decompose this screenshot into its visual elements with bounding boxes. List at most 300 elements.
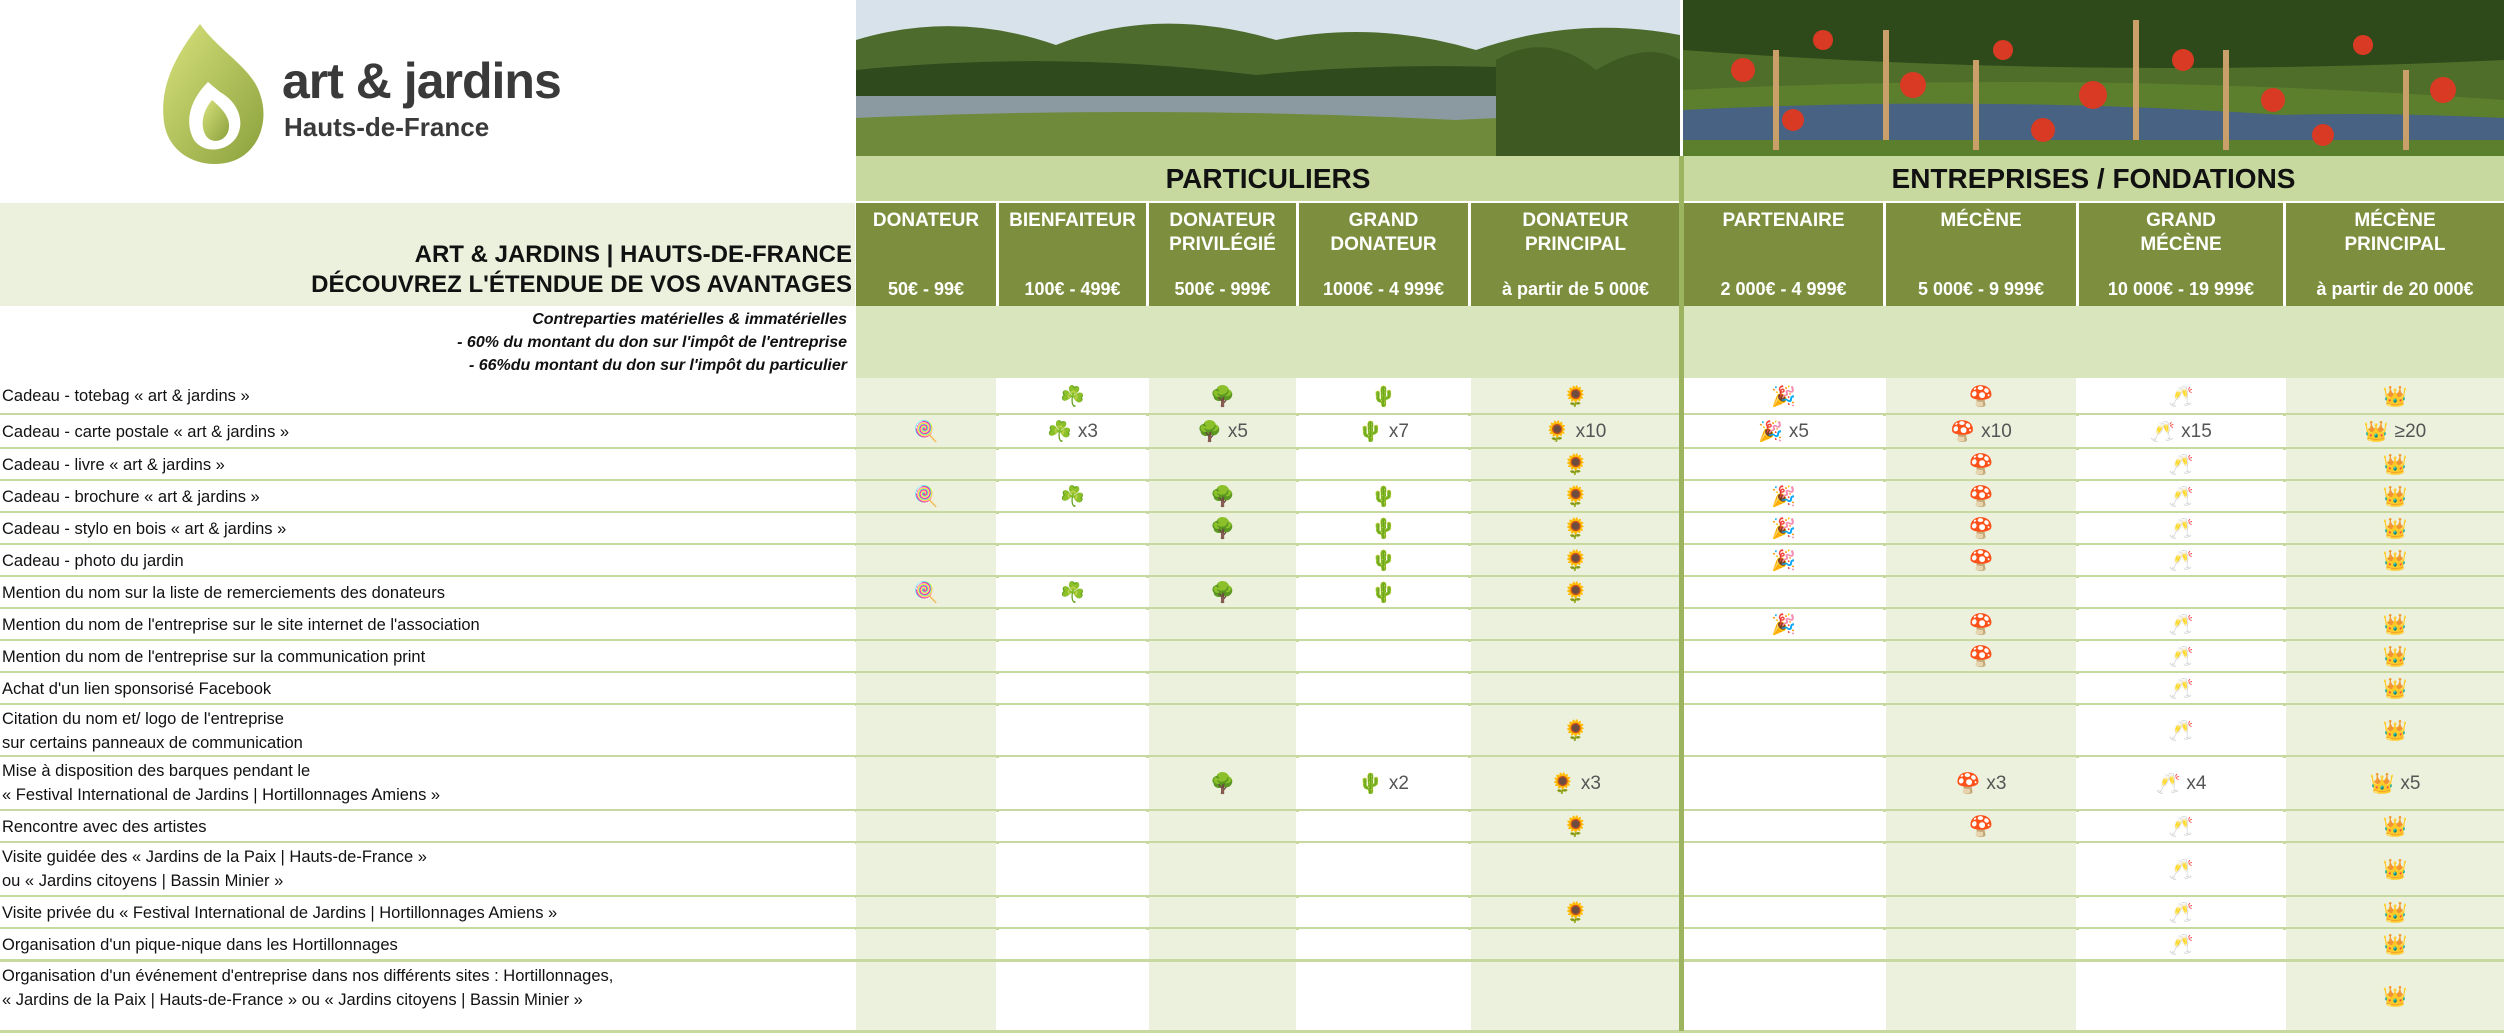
row-label: sur certains panneaux de communication xyxy=(2,734,303,752)
champagne-icon: 🥂 xyxy=(2168,934,2194,956)
benefit-cell xyxy=(2286,545,2504,576)
row-label-cell xyxy=(0,577,855,608)
benefit-cell xyxy=(1149,481,1296,512)
lollipop-icon: 🍭 xyxy=(913,582,939,604)
sunflower-icon: 🌻 xyxy=(1563,518,1588,540)
benefit-cell xyxy=(1149,811,1296,842)
tree-icon: 🌳 xyxy=(1197,421,1222,443)
tier-header xyxy=(1299,203,1468,306)
intro-band xyxy=(0,203,855,306)
tier-header xyxy=(1684,203,1883,306)
benefit-cell xyxy=(1149,897,1296,928)
benefit-cell xyxy=(2286,705,2504,756)
contrep-band-entreprises xyxy=(1683,306,2504,378)
benefit-cell xyxy=(1886,609,2076,640)
row-label-cell xyxy=(0,929,855,960)
mushroom-icon: 🍄 xyxy=(1968,816,1994,838)
benefit-cell xyxy=(1471,378,1680,414)
benefit-cell xyxy=(1684,449,1883,480)
row-label-cell xyxy=(0,481,855,512)
row-label-cell xyxy=(0,449,855,480)
benefit-cell xyxy=(2079,705,2283,756)
row-label: Mention du nom de l'entreprise sur le site internet de l'association xyxy=(2,615,480,634)
benefit-cell xyxy=(1684,757,1883,810)
benefit-cell xyxy=(1471,929,1680,960)
champagne-icon: 🥂 xyxy=(2168,816,2194,838)
benefit-cell xyxy=(1299,577,1468,608)
mushroom-icon: 🍄 xyxy=(1968,646,1994,668)
row-label: « Festival International de Jardins | Hortillonnages Amiens » xyxy=(2,786,441,804)
benefit-cell xyxy=(1886,577,2076,608)
row-label-cell xyxy=(0,962,855,1031)
benefit-cell xyxy=(856,843,996,896)
champagne-icon: 🥂 xyxy=(2168,486,2194,508)
champagne-icon: 🥂 xyxy=(2168,902,2194,924)
row-label-cell xyxy=(0,545,855,576)
row-label: ou « Jardins citoyens | Bassin Minier » xyxy=(2,872,284,890)
benefit-cell xyxy=(1684,415,1883,448)
tier-header xyxy=(2286,203,2504,306)
benefit-cell xyxy=(856,811,996,842)
tier-price: 10 000€ - 19 999€ xyxy=(2107,279,2255,299)
logo-area xyxy=(0,0,855,203)
benefit-cell xyxy=(999,481,1146,512)
benefit-quantity: x5 xyxy=(1227,420,1248,442)
benefit-cell xyxy=(2286,897,2504,928)
benefit-cell xyxy=(2286,513,2504,544)
champagne-icon: 🥂 xyxy=(2150,421,2176,443)
clover-icon: ☘️ xyxy=(1060,486,1085,508)
row-label: Organisation d'un pique-nique dans les Hortillonnages xyxy=(2,935,398,954)
benefit-quantity: x15 xyxy=(2181,420,2212,442)
row-label: Cadeau - carte postale « art & jardins » xyxy=(2,422,290,441)
lollipop-icon: 🍭 xyxy=(913,421,939,443)
tier-name-line: MÉCÈNE xyxy=(2354,210,2436,231)
tier-name xyxy=(1684,209,1883,233)
row-label: Cadeau - stylo en bois « art & jardins » xyxy=(2,519,287,538)
contreparties-title: Contreparties matérielles & immatérielles xyxy=(532,311,847,328)
benefit-cell xyxy=(1149,513,1296,544)
benefit-cell xyxy=(1149,545,1296,576)
benefit-cell xyxy=(2286,609,2504,640)
benefit-cell xyxy=(1471,545,1680,576)
benefit-cell xyxy=(2286,378,2504,414)
sunflower-icon: 🌻 xyxy=(1563,454,1588,476)
benefit-cell xyxy=(1471,641,1680,672)
clover-icon: ☘️ xyxy=(1060,385,1085,408)
crown-icon: 👑 xyxy=(2382,614,2408,636)
crown-icon: 👑 xyxy=(2382,720,2408,742)
contreparties-note-entreprise: - 60% du montant du don sur l'impôt de l'entreprise xyxy=(457,334,847,351)
row-label: Visite guidée des « Jardins de la Paix | Hauts-de-France » xyxy=(2,848,427,866)
champagne-icon: 🥂 xyxy=(2168,550,2194,572)
cactus-icon: 🌵 xyxy=(1371,385,1396,408)
sunflower-icon: 🌻 xyxy=(1563,902,1588,924)
crown-icon: 👑 xyxy=(2382,859,2408,881)
benefit-cell xyxy=(1684,378,1883,414)
benefit-cell xyxy=(1149,577,1296,608)
benefit-cell xyxy=(2079,811,2283,842)
row-label: Mention du nom de l'entreprise sur la communication print xyxy=(2,647,426,666)
row-label: Citation du nom et/ logo de l'entreprise xyxy=(2,710,284,728)
benefit-cell xyxy=(1684,513,1883,544)
benefit-cell xyxy=(1471,609,1680,640)
benefit-cell xyxy=(1684,481,1883,512)
crown-icon: 👑 xyxy=(2382,385,2408,408)
garden-photo-pond xyxy=(856,0,1680,156)
row-label-cell xyxy=(0,378,855,414)
benefit-cell xyxy=(1886,811,2076,842)
benefit-cell xyxy=(999,415,1146,448)
crown-icon: 👑 xyxy=(2382,902,2408,924)
group-particuliers: PARTICULIERS xyxy=(856,156,1680,201)
benefit-cell xyxy=(1299,929,1468,960)
benefit-cell xyxy=(856,641,996,672)
benefit-quantity: x5 xyxy=(1788,420,1809,442)
sunflower-icon: 🌻 xyxy=(1563,720,1588,742)
row-label-cell xyxy=(0,513,855,544)
benefit-quantity: x10 xyxy=(1575,420,1607,442)
sunflower-icon: 🌻 xyxy=(1550,773,1575,795)
cactus-icon: 🌵 xyxy=(1371,486,1396,508)
sunflower-icon: 🌻 xyxy=(1563,550,1588,572)
tier-name-line: GRAND xyxy=(2146,210,2216,231)
benefit-cell xyxy=(1886,545,2076,576)
benefit-cell xyxy=(1684,811,1883,842)
benefit-cell xyxy=(2286,673,2504,704)
row-label: Visite privée du « Festival International de Jardins | Hortillonnages Amiens » xyxy=(2,903,558,922)
benefit-cell xyxy=(1149,929,1296,960)
party-popper-icon: 🎉 xyxy=(1771,486,1796,508)
cactus-icon: 🌵 xyxy=(1358,421,1383,443)
benefit-cell xyxy=(1299,757,1468,810)
benefit-cell xyxy=(999,449,1146,480)
benefit-cell xyxy=(999,757,1146,810)
tier-name xyxy=(1299,209,1468,257)
benefit-cell xyxy=(2286,577,2504,608)
benefit-cell xyxy=(1684,705,1883,756)
crown-icon: 👑 xyxy=(2363,421,2389,443)
benefit-cell xyxy=(1149,449,1296,480)
row-label: Achat d'un lien sponsorisé Facebook xyxy=(2,679,272,698)
cactus-icon: 🌵 xyxy=(1371,550,1396,572)
benefit-cell xyxy=(999,513,1146,544)
benefit-quantity: x10 xyxy=(1981,420,2012,442)
benefit-cell xyxy=(2079,929,2283,960)
benefit-cell xyxy=(2286,449,2504,480)
tier-name xyxy=(2079,209,2283,257)
tier-price: 100€ - 499€ xyxy=(1024,279,1121,299)
brand-region: Hauts-de-France xyxy=(284,112,490,142)
champagne-icon: 🥂 xyxy=(2168,720,2194,742)
sunflower-icon: 🌻 xyxy=(1544,421,1570,443)
benefit-quantity: x3 xyxy=(1986,772,2007,794)
benefit-cell xyxy=(1299,609,1468,640)
benefit-cell xyxy=(2286,641,2504,672)
tree-icon: 🌳 xyxy=(1210,486,1235,508)
benefit-cell xyxy=(856,705,996,756)
crown-icon: 👑 xyxy=(2382,646,2408,668)
contreparties-note-particulier: - 66%du montant du don sur l'impôt du particulier xyxy=(468,357,847,374)
party-popper-icon: 🎉 xyxy=(1771,518,1796,540)
tier-name xyxy=(1471,209,1680,257)
benefit-cell xyxy=(1684,673,1883,704)
benefit-cell xyxy=(856,545,996,576)
leaf-logo-icon xyxy=(160,22,268,168)
benefit-cell xyxy=(1299,415,1468,448)
benefit-quantity: x7 xyxy=(1388,420,1409,442)
tier-price: 500€ - 999€ xyxy=(1174,279,1271,299)
champagne-icon: 🥂 xyxy=(2168,678,2194,700)
tier-price: 2 000€ - 4 999€ xyxy=(1720,279,1847,299)
cactus-icon: 🌵 xyxy=(1371,518,1396,540)
benefit-cell xyxy=(856,929,996,960)
crown-icon: 👑 xyxy=(2369,773,2395,795)
benefit-cell xyxy=(1471,513,1680,544)
benefit-cell xyxy=(1471,843,1680,896)
benefit-cell xyxy=(1149,962,1296,1031)
benefit-cell xyxy=(1149,673,1296,704)
benefit-quantity: x4 xyxy=(2186,772,2207,794)
benefit-cell xyxy=(1471,415,1680,448)
benefit-cell xyxy=(2286,929,2504,960)
benefit-cell xyxy=(2079,415,2283,448)
benefit-cell xyxy=(1149,609,1296,640)
benefit-cell xyxy=(2286,481,2504,512)
tier-name xyxy=(1886,209,2076,233)
row-label-cell xyxy=(0,705,855,756)
garden-photo-flowers xyxy=(1683,0,2504,156)
crown-icon: 👑 xyxy=(2382,934,2408,956)
mushroom-icon: 🍄 xyxy=(1955,773,1981,795)
mushroom-icon: 🍄 xyxy=(1968,385,1994,408)
benefit-cell xyxy=(1299,545,1468,576)
row-label: Cadeau - livre « art & jardins » xyxy=(2,455,225,474)
tier-name xyxy=(1149,209,1296,257)
tier-name-line: MÉCÈNE xyxy=(1940,210,2022,231)
row-label-cell xyxy=(0,673,855,704)
sunflower-icon: 🌻 xyxy=(1563,486,1588,508)
benefit-cell xyxy=(856,415,996,448)
benefit-cell xyxy=(1886,378,2076,414)
benefit-cell xyxy=(2286,843,2504,896)
tier-name xyxy=(2286,209,2504,257)
benefit-cell xyxy=(1684,843,1883,896)
benefit-quantity: x3 xyxy=(1077,420,1098,442)
benefit-cell xyxy=(1684,641,1883,672)
clover-icon: ☘️ xyxy=(1047,421,1072,443)
champagne-icon: 🥂 xyxy=(2168,454,2194,476)
tier-name-line: GRAND xyxy=(1348,210,1419,231)
row-label-cell xyxy=(0,811,855,842)
benefit-cell xyxy=(856,962,996,1031)
benefit-cell xyxy=(2079,641,2283,672)
row-label: Cadeau - photo du jardin xyxy=(2,551,184,570)
benefit-cell xyxy=(2079,843,2283,896)
tier-name-line: PRIVILÉGIÉ xyxy=(1169,234,1276,255)
tree-icon: 🌳 xyxy=(1210,582,1235,604)
benefit-cell xyxy=(2079,757,2283,810)
benefit-cell xyxy=(856,378,996,414)
benefit-cell xyxy=(1299,705,1468,756)
benefit-cell xyxy=(1684,962,1883,1031)
benefit-cell xyxy=(1886,481,2076,512)
benefit-cell xyxy=(999,929,1146,960)
benefit-cell xyxy=(1684,545,1883,576)
contreparties-notes xyxy=(0,306,851,378)
benefit-cell xyxy=(999,545,1146,576)
benefit-cell xyxy=(1471,705,1680,756)
benefit-cell xyxy=(1299,378,1468,414)
tier-header xyxy=(1471,203,1680,306)
tier-price: à partir de 20 000€ xyxy=(2316,279,2474,299)
row-label: Rencontre avec des artistes xyxy=(2,817,207,836)
tree-icon: 🌳 xyxy=(1210,773,1235,795)
benefit-cell xyxy=(1471,897,1680,928)
mushroom-icon: 🍄 xyxy=(1968,518,1994,540)
benefit-cell xyxy=(999,577,1146,608)
tier-header xyxy=(856,203,996,306)
sunflower-icon: 🌻 xyxy=(1563,385,1588,408)
benefit-cell xyxy=(1299,897,1468,928)
benefit-cell xyxy=(1299,481,1468,512)
tier-name-line: DONATEUR xyxy=(1169,210,1276,231)
benefit-cell xyxy=(2079,897,2283,928)
benefit-cell xyxy=(856,757,996,810)
row-label: Mise à disposition des barques pendant le xyxy=(2,762,311,780)
benefit-cell xyxy=(1299,811,1468,842)
benefit-cell xyxy=(1684,929,1883,960)
mushroom-icon: 🍄 xyxy=(1968,486,1994,508)
row-label: Organisation d'un événement d'entreprise dans nos différents sites : Hortillonnages, xyxy=(2,967,614,985)
party-popper-icon: 🎉 xyxy=(1771,550,1796,572)
benefit-quantity: x5 xyxy=(2400,772,2421,794)
benefit-cell xyxy=(1471,673,1680,704)
crown-icon: 👑 xyxy=(2382,486,2408,508)
tier-name-line: PRINCIPAL xyxy=(2344,234,2446,255)
cactus-icon: 🌵 xyxy=(1358,773,1383,795)
row-label-cell xyxy=(0,415,855,448)
lollipop-icon: 🍭 xyxy=(913,486,939,508)
benefit-cell xyxy=(1886,641,2076,672)
benefit-quantity: ≥20 xyxy=(2394,420,2427,442)
benefit-cell xyxy=(1886,962,2076,1031)
tier-name-line: BIENFAITEUR xyxy=(1009,210,1136,231)
benefit-cell xyxy=(1149,757,1296,810)
cactus-icon: 🌵 xyxy=(1371,582,1396,604)
benefit-cell xyxy=(1471,449,1680,480)
benefit-cell xyxy=(2079,513,2283,544)
benefit-cell xyxy=(1149,705,1296,756)
benefit-cell xyxy=(856,513,996,544)
benefit-cell xyxy=(856,897,996,928)
mushroom-icon: 🍄 xyxy=(1968,550,1994,572)
benefit-cell xyxy=(999,897,1146,928)
mushroom-icon: 🍄 xyxy=(1968,614,1994,636)
mushroom-icon: 🍄 xyxy=(1950,421,1976,443)
tree-icon: 🌳 xyxy=(1210,518,1235,540)
tier-price: 5 000€ - 9 999€ xyxy=(1917,279,2045,299)
benefit-cell xyxy=(1471,577,1680,608)
benefit-cell xyxy=(1471,962,1680,1031)
tier-name-line: DONATEUR xyxy=(872,210,980,231)
benefit-cell xyxy=(999,641,1146,672)
benefit-quantity: x3 xyxy=(1580,772,1601,794)
tier-name xyxy=(999,209,1146,233)
tier-name-line: MÉCÈNE xyxy=(2140,234,2222,255)
benefit-cell xyxy=(1299,962,1468,1031)
benefit-cell xyxy=(856,481,996,512)
benefit-cell xyxy=(1149,843,1296,896)
benefit-cell xyxy=(856,577,996,608)
benefit-cell xyxy=(2079,481,2283,512)
tier-header xyxy=(1886,203,2076,306)
row-label-cell xyxy=(0,757,855,810)
benefit-quantity: x2 xyxy=(1388,772,1409,794)
tier-header xyxy=(1149,203,1296,306)
benefit-cell xyxy=(1886,415,2076,448)
benefit-cell xyxy=(2286,757,2504,810)
intro-subtitle: DÉCOUVREZ L'ÉTENDUE DE VOS AVANTAGES xyxy=(311,271,852,298)
benefit-cell xyxy=(1299,513,1468,544)
brand-name: art & jardins xyxy=(282,53,561,109)
benefit-cell xyxy=(999,811,1146,842)
benefit-cell xyxy=(1684,577,1883,608)
tree-icon: 🌳 xyxy=(1210,385,1235,408)
party-popper-icon: 🎉 xyxy=(1771,614,1796,636)
benefit-cell xyxy=(856,673,996,704)
tier-price: à partir de 5 000€ xyxy=(1501,279,1650,299)
benefit-cell xyxy=(1684,609,1883,640)
benefit-cell xyxy=(1886,929,2076,960)
tier-name-line: PARTENAIRE xyxy=(1722,210,1845,231)
benefit-cell xyxy=(856,609,996,640)
tier-name-line: DONATEUR xyxy=(1330,234,1437,255)
tier-header xyxy=(999,203,1146,306)
row-label-cell xyxy=(0,897,855,928)
champagne-icon: 🥂 xyxy=(2155,773,2181,795)
benefit-cell xyxy=(1886,513,2076,544)
sunflower-icon: 🌻 xyxy=(1563,816,1588,838)
row-label-cell xyxy=(0,609,855,640)
row-label: Cadeau - brochure « art & jardins » xyxy=(2,487,260,506)
crown-icon: 👑 xyxy=(2382,550,2408,572)
benefit-cell xyxy=(2079,545,2283,576)
benefit-cell xyxy=(999,673,1146,704)
benefit-cell xyxy=(999,705,1146,756)
row-label: « Jardins de la Paix | Hauts-de-France » ou « Jardins citoyens | Bassin Minier » xyxy=(2,991,583,1009)
party-popper-icon: 🎉 xyxy=(1758,421,1783,443)
benefit-cell xyxy=(1149,415,1296,448)
row-label-cell xyxy=(0,641,855,672)
benefit-cell xyxy=(1299,843,1468,896)
benefit-cell xyxy=(2079,673,2283,704)
benefit-cell xyxy=(1684,897,1883,928)
benefit-cell xyxy=(999,378,1146,414)
benefit-cell xyxy=(2286,811,2504,842)
benefit-cell xyxy=(1149,378,1296,414)
benefit-cell xyxy=(1886,843,2076,896)
crown-icon: 👑 xyxy=(2382,816,2408,838)
benefit-cell xyxy=(856,449,996,480)
tier-name-line: DONATEUR xyxy=(1522,210,1629,231)
champagne-icon: 🥂 xyxy=(2168,385,2194,408)
tier-name xyxy=(856,209,996,233)
contrep-band-particuliers xyxy=(856,306,1680,378)
benefit-cell xyxy=(999,609,1146,640)
party-popper-icon: 🎉 xyxy=(1771,385,1796,408)
benefit-cell xyxy=(999,962,1146,1031)
